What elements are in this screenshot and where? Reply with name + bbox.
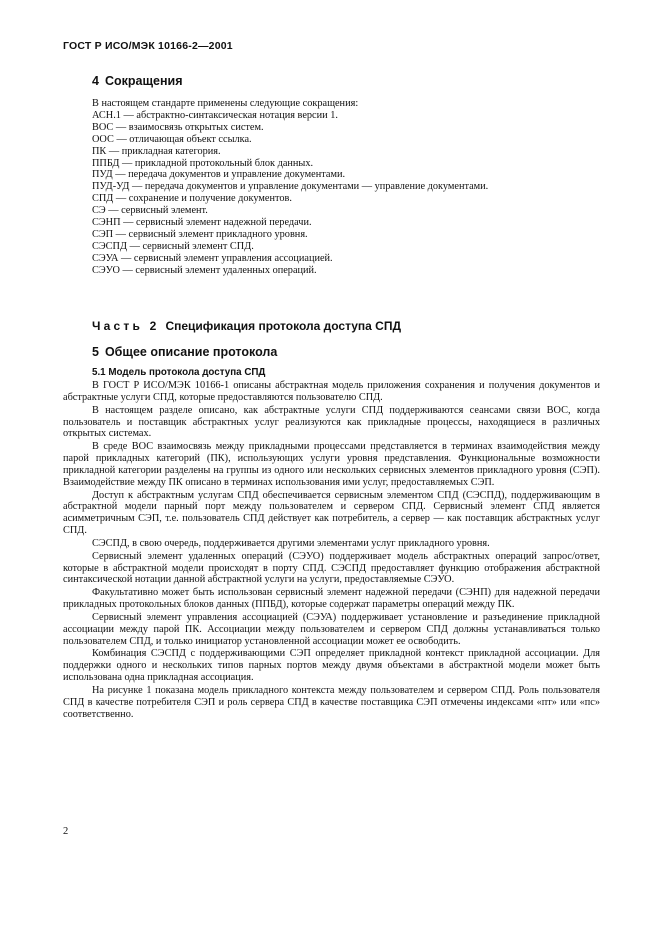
paragraph: Доступ к абстрактным услугам СПД обеспечивается сервисным элементом СПД (СЭСПД), поддерживающим в абстрактной модели парный порт между пользователем и сервером СПД. Сервисный элемент СПД является асимметричным СЭП, т.е. пользователь СПД действует как потребитель, а сервер — как поставщик абстрактных услуг СПД.	[63, 489, 600, 537]
section-4-number: 4	[92, 74, 99, 88]
list-item: СЭНП — сервисный элемент надежной передачи.	[92, 217, 312, 229]
section-4-heading	[92, 74, 183, 88]
subsection-5-1-heading	[92, 367, 265, 378]
list-item: АСН.1 — абстрактно-синтаксическая нотация версии 1.	[92, 109, 338, 121]
paragraph: Сервисный элемент удаленных операций (СЭУО) поддерживает модель абстрактных операций запрос/ответ, которые в абстрактной модели происходят в порту СПД. СЭСПД предоставляет функцию отображения абстрактной синтаксической нотации данной абстрактной услуги на услуги, предоставляемые СЭУО.	[63, 550, 600, 586]
list-item: СЭУА — сервисный элемент управления ассоциацией.	[92, 252, 333, 264]
list-item: СЭ — сервисный элемент.	[92, 205, 208, 217]
paragraph: Комбинация СЭСПД с поддерживающими СЭП определяет прикладной контекст прикладной ассоциации. Для поддержки одного и нескольких типов парных портов между двумя объектами в абстрактной модели может быть использована одна прикладная ассоциация.	[63, 648, 600, 684]
list-item: СЭП — сервисный элемент прикладного уровня.	[92, 228, 308, 240]
subsection-number: 5.1	[92, 367, 106, 378]
part-title: Спецификация протокола доступа СПД	[165, 319, 402, 333]
section-4-title: Сокращения	[104, 74, 183, 88]
list-item: ООС — отличающая объект ссылка.	[92, 133, 252, 145]
part-label: Часть 2	[92, 319, 160, 333]
paragraph: В ГОСТ Р ИСО/МЭК 10166-1 описаны абстрактная модель приложения сохранения и получения документов и абстрактные услуги СПД, которые предоставляются пользователю СПД.	[63, 380, 600, 403]
section-5-heading	[92, 345, 277, 359]
list-item: ВОС — взаимосвязь открытых систем.	[92, 121, 264, 133]
subsection-title: Модель протокола доступа СПД	[108, 367, 266, 378]
list-item: ПУД — передача документов и управление документами.	[92, 169, 346, 181]
list-item: ПУД-УД — передача документов и управление документами — управление документами.	[92, 181, 489, 193]
abbreviations-intro: В настоящем стандарте применены следующие сокращения:	[92, 98, 359, 109]
paragraph: В настоящем разделе описано, как абстрактные услуги СПД поддерживаются сеансами связи ВОС, когда пользователь и поставщик абстрактных услуг реализуются как прикладные процессы, находящиеся в различных открытых системах.	[63, 404, 600, 440]
paragraph: Факультативно может быть использован сервисный элемент надежной передачи (СЭНП) для надежной передачи прикладных протокольных блоков данных (ППБД), которые содержат параметры операций между ПК.	[63, 587, 600, 611]
paragraph: В среде ВОС взаимосвязь между прикладными процессами представляется в терминах взаимодействия между парой прикладных категорий (ПК), использующих услуги уровня представления. Функциональные возможности прикладной категории разделены на группы из одного или нескольких сервисных элементов прикладного уровня (СЭП). Взаимодействие между ПК описано в терминах использования ими услуг, предоставляемых СЭП.	[63, 441, 600, 488]
paragraph: Сервисный элемент управления ассоциацией (СЭУА) поддерживает установление и разъединение прикладной ассоциации между парой ПК. Ассоциации между пользователем и сервером СПД должны устанавливаться только пользователем СПД, и только инициатор установленной ассоциации может ее освободить.	[63, 611, 600, 647]
paragraph: СЭСПД, в свою очередь, поддерживается другими элементами услуг прикладного уровня.	[92, 537, 490, 549]
page-number: 2	[63, 826, 69, 837]
section-5-number: 5	[92, 345, 99, 359]
list-item: СЭСПД — сервисный элемент СПД.	[92, 240, 254, 252]
list-item: ППБД — прикладной протокольный блок данных.	[92, 157, 314, 169]
list-item: СПД — сохранение и получение документов.	[92, 193, 292, 205]
part-2-heading	[92, 319, 401, 333]
section-5-title: Общее описание протокола	[104, 345, 278, 359]
list-item: ПК — прикладная категория.	[92, 145, 221, 157]
paragraph: На рисунке 1 показана модель прикладного контекста между пользователем и сервером СПД. Роль пользователя СПД в качестве потребителя СЭП и роль сервера СПД в качестве поставщика СЭП отмечены индексами «пт» или «пс» соответственно.	[63, 684, 600, 720]
section-5-1-body	[63, 380, 600, 721]
running-head: ГОСТ Р ИСО/МЭК 10166-2—2001	[63, 40, 233, 52]
abbreviations-list	[92, 98, 600, 277]
list-item: СЭУО — сервисный элемент удаленных операций.	[92, 264, 317, 276]
